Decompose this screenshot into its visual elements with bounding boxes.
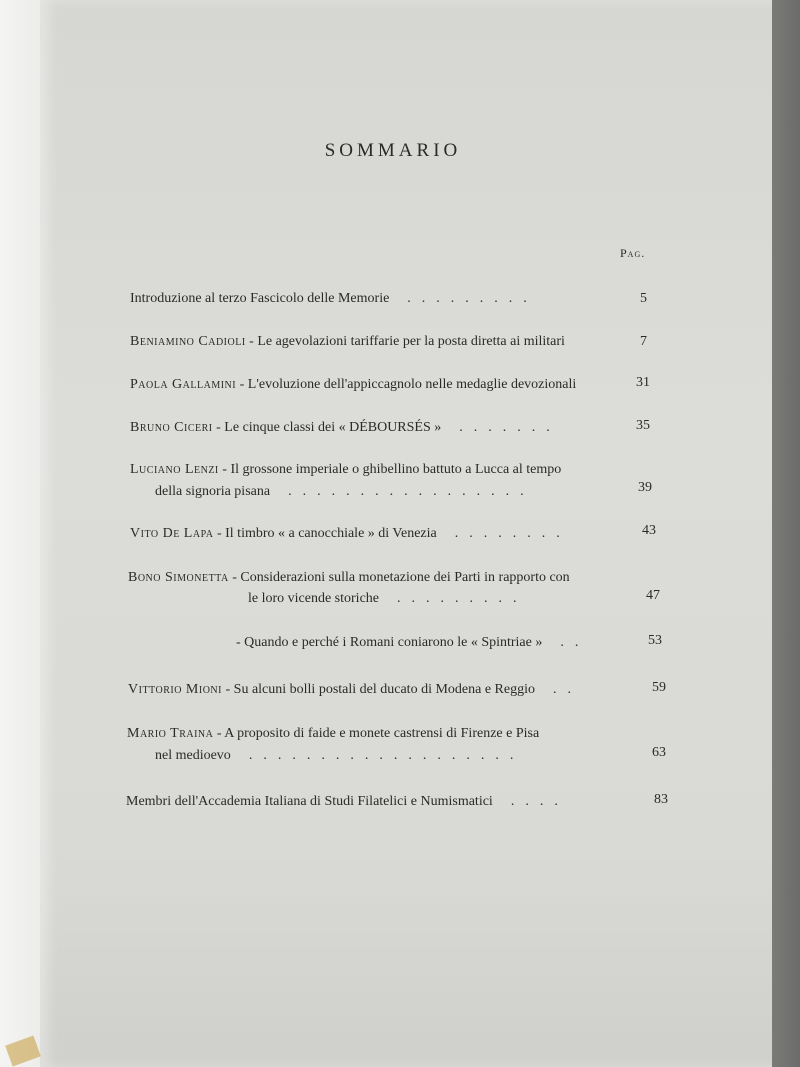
- entry-author: Vito De Lapa: [130, 526, 214, 541]
- entry-title: Il timbro « a canocchiale » di Venezia: [225, 526, 437, 541]
- page-number: 31: [636, 375, 650, 390]
- entry-author: Bono Simonetta: [128, 570, 229, 585]
- leader-dots: ..: [545, 635, 590, 650]
- entry-author: Vittorio Mioni: [128, 682, 222, 697]
- entry-title: Membri dell'Accademia Italiana di Studi Filatelici e Numismatici: [126, 794, 493, 809]
- entry-title: L'evoluzione dell'appiccagnolo nelle medaglie devozionali: [247, 377, 577, 392]
- page-number: 43: [642, 523, 656, 538]
- page-number: 47: [646, 588, 660, 603]
- entry-title-continued: della signoria pisana: [155, 484, 271, 499]
- entry-author: Mario Traina: [127, 726, 214, 741]
- entry-title: Introduzione al terzo Fascicolo delle Memorie: [130, 291, 390, 306]
- page-number: 59: [652, 680, 666, 695]
- leader-dots: ........: [440, 526, 571, 541]
- page-number: 39: [638, 480, 652, 495]
- entry-title: A proposito di faide e monete castrensi di Firenze e Pisa: [224, 726, 540, 741]
- entry-title: Quando e perché i Romani coniarono le « Spintriae »: [244, 635, 543, 650]
- entry-title: Il grossone imperiale o ghibellino battuto a Lucca al tempo: [230, 462, 562, 477]
- leader-dots: .........: [382, 591, 528, 606]
- entry-title-continued: le loro vicende storiche: [248, 591, 380, 606]
- entry-title: Le cinque classi dei « DÉBOURSÉS »: [224, 420, 442, 435]
- page-number: 5: [640, 291, 647, 306]
- entry-title-continued: nel medioevo: [155, 748, 231, 763]
- entry-title: Le agevolazioni tariffarie per la posta diretta ai militari: [257, 334, 565, 349]
- entry-author: Beniamino Cadioli: [130, 334, 246, 349]
- page-number: 7: [640, 334, 647, 349]
- page-number: 63: [652, 745, 666, 760]
- entry-title: Considerazioni sulla monetazione dei Parti in rapporto con: [240, 570, 570, 585]
- leader-dots: ....: [496, 794, 569, 809]
- page-number: 83: [654, 792, 668, 807]
- leader-dots: .................: [273, 484, 535, 499]
- entry-title: Su alcuni bolli postali del ducato di Modena e Reggio: [233, 682, 535, 697]
- entry-author: Luciano Lenzi: [130, 462, 219, 477]
- leader-dots: .......: [444, 420, 561, 435]
- page-column-label: Pag.: [620, 246, 646, 260]
- page-number: 35: [636, 418, 650, 433]
- leader-dots: ...................: [234, 748, 525, 763]
- page-number: 53: [648, 633, 662, 648]
- entry-author: Bruno Ciceri: [130, 420, 213, 435]
- leader-dots: .........: [392, 291, 538, 306]
- leader-dots: ..: [538, 682, 582, 697]
- book-page: SOMMARIO Pag. Introduzione al terzo Fascicolo delle Memorie ......... 5 Beniamino Cadioli - Le agevolazioni tariffarie per la posta diretta ai militari 7 Paola Gallamini - L'evoluzione dell'appiccagnolo nelle medaglie devozionali 31 Bruno Ciceri - Le cinque classi dei « DÉBOURSÉS » ....... 35 Luciano Lenzi - Il grossone imperiale o ghibellino battuto a Lucca al tempo della signoria pisana ................. 39 Vito De Lapa - Il timbro « a canocchiale » di Venezia ........ 43 Bono Simonetta - Considerazioni sulla monetazione dei Parti in rapporto con le loro vicende storiche ......... 47 - Quando e perché i Romani coniarono le « Spintriae » .. 53 Vittorio Mioni - Su alcuni bolli postali del ducato di Modena e Reggio .. 59 Mario Traina - A proposito di faide e monete castrensi di Firenze e Pisa nel medioevo ................... 63 Membri dell'Accademia Italiana di Studi Filatelici e Numismatici .... 83: [40, 0, 778, 1067]
- page-title: SOMMARIO: [324, 140, 462, 161]
- right-shadow: [772, 0, 800, 1067]
- entry-author: Paola Gallamini: [130, 377, 237, 392]
